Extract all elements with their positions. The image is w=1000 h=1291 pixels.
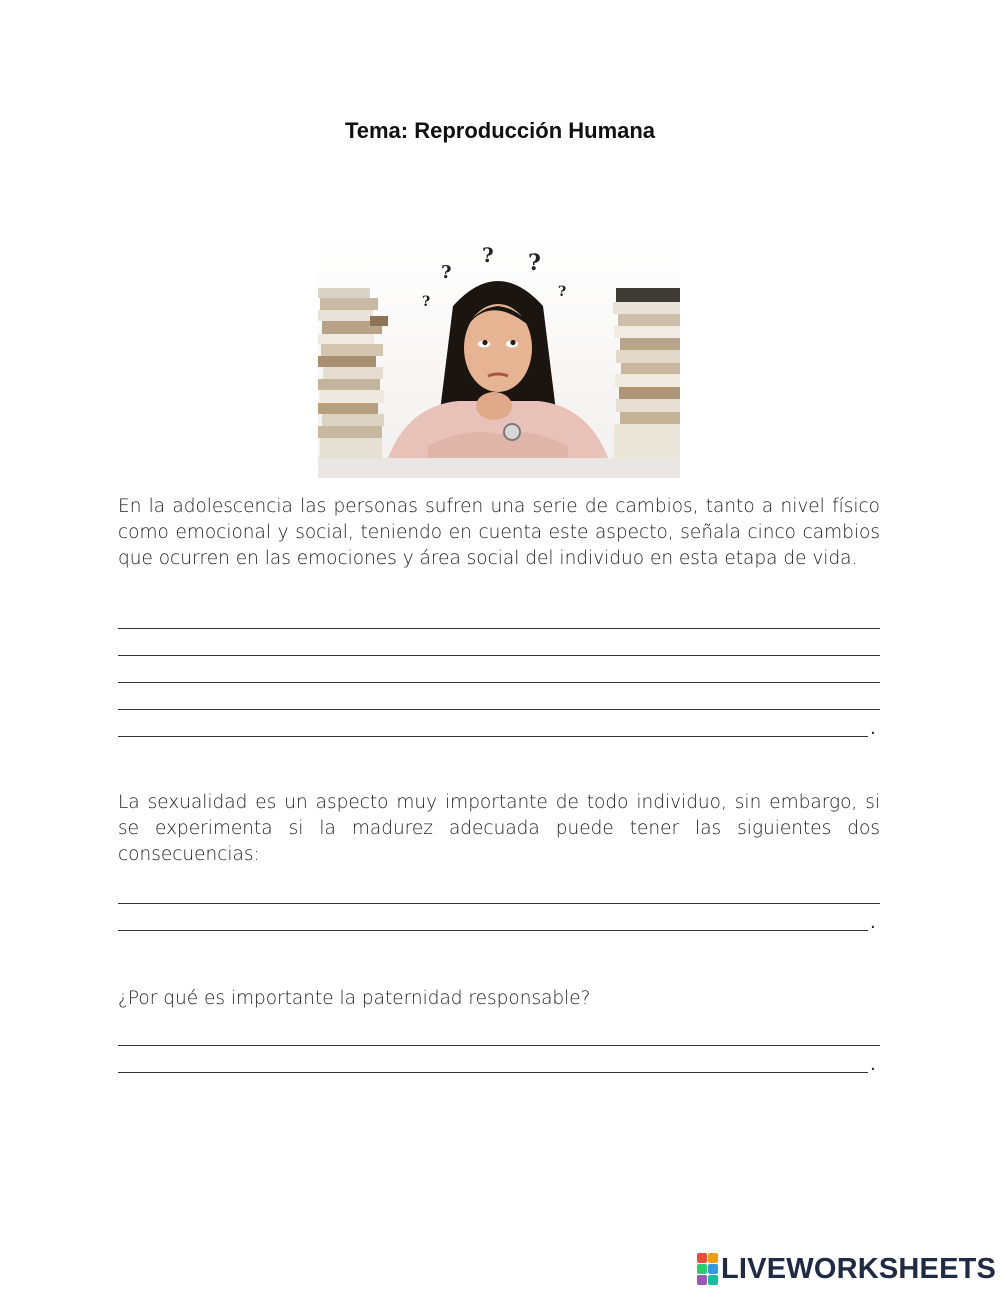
right-book-stack bbox=[613, 288, 680, 458]
answer-line[interactable] bbox=[118, 628, 880, 629]
brand-blocks-icon bbox=[697, 1253, 718, 1285]
question-mark: ? bbox=[422, 294, 431, 310]
answer-line[interactable] bbox=[118, 1072, 868, 1073]
answer-line[interactable] bbox=[118, 736, 868, 737]
answer-line[interactable] bbox=[118, 709, 880, 710]
line-end-mark: . bbox=[870, 912, 876, 933]
student-books-image bbox=[318, 236, 680, 478]
answer-line[interactable] bbox=[118, 682, 880, 683]
question-2-text: La sexualidad es un aspecto muy importante de todo individuo, sin embargo, si se experimenta si la madurez adecuada puede tener las siguientes dos consecuencias: bbox=[118, 792, 880, 865]
answer-line[interactable] bbox=[118, 655, 880, 656]
question-3-text: ¿Por qué es importante la paternidad responsable? bbox=[118, 988, 591, 1009]
answer-line[interactable] bbox=[118, 903, 880, 904]
worksheet-title: Tema: Reproducción Humana bbox=[344, 118, 656, 143]
line-end-mark: . bbox=[870, 718, 876, 739]
line-end-mark: . bbox=[870, 1054, 876, 1075]
answer-line[interactable] bbox=[118, 1045, 880, 1046]
student-thinking-illustration bbox=[318, 236, 680, 478]
question-1-text: En la adolescencia las personas sufren una serie de cambios, tanto a nivel físico como emocional y social, teniendo en cuenta este aspecto, señala cinco cambios que ocurren en las emociones y área social del individuo en esta etapa de vida. bbox=[118, 496, 880, 569]
question-mark: ? bbox=[528, 250, 541, 276]
question-mark: ? bbox=[558, 284, 567, 300]
question-mark: ? bbox=[441, 262, 452, 283]
answer-line[interactable] bbox=[118, 930, 868, 931]
brand-name: LIVEWORKSHEETS bbox=[721, 1252, 997, 1285]
question-mark: ? bbox=[482, 243, 494, 267]
liveworksheets-logo bbox=[697, 1253, 996, 1285]
